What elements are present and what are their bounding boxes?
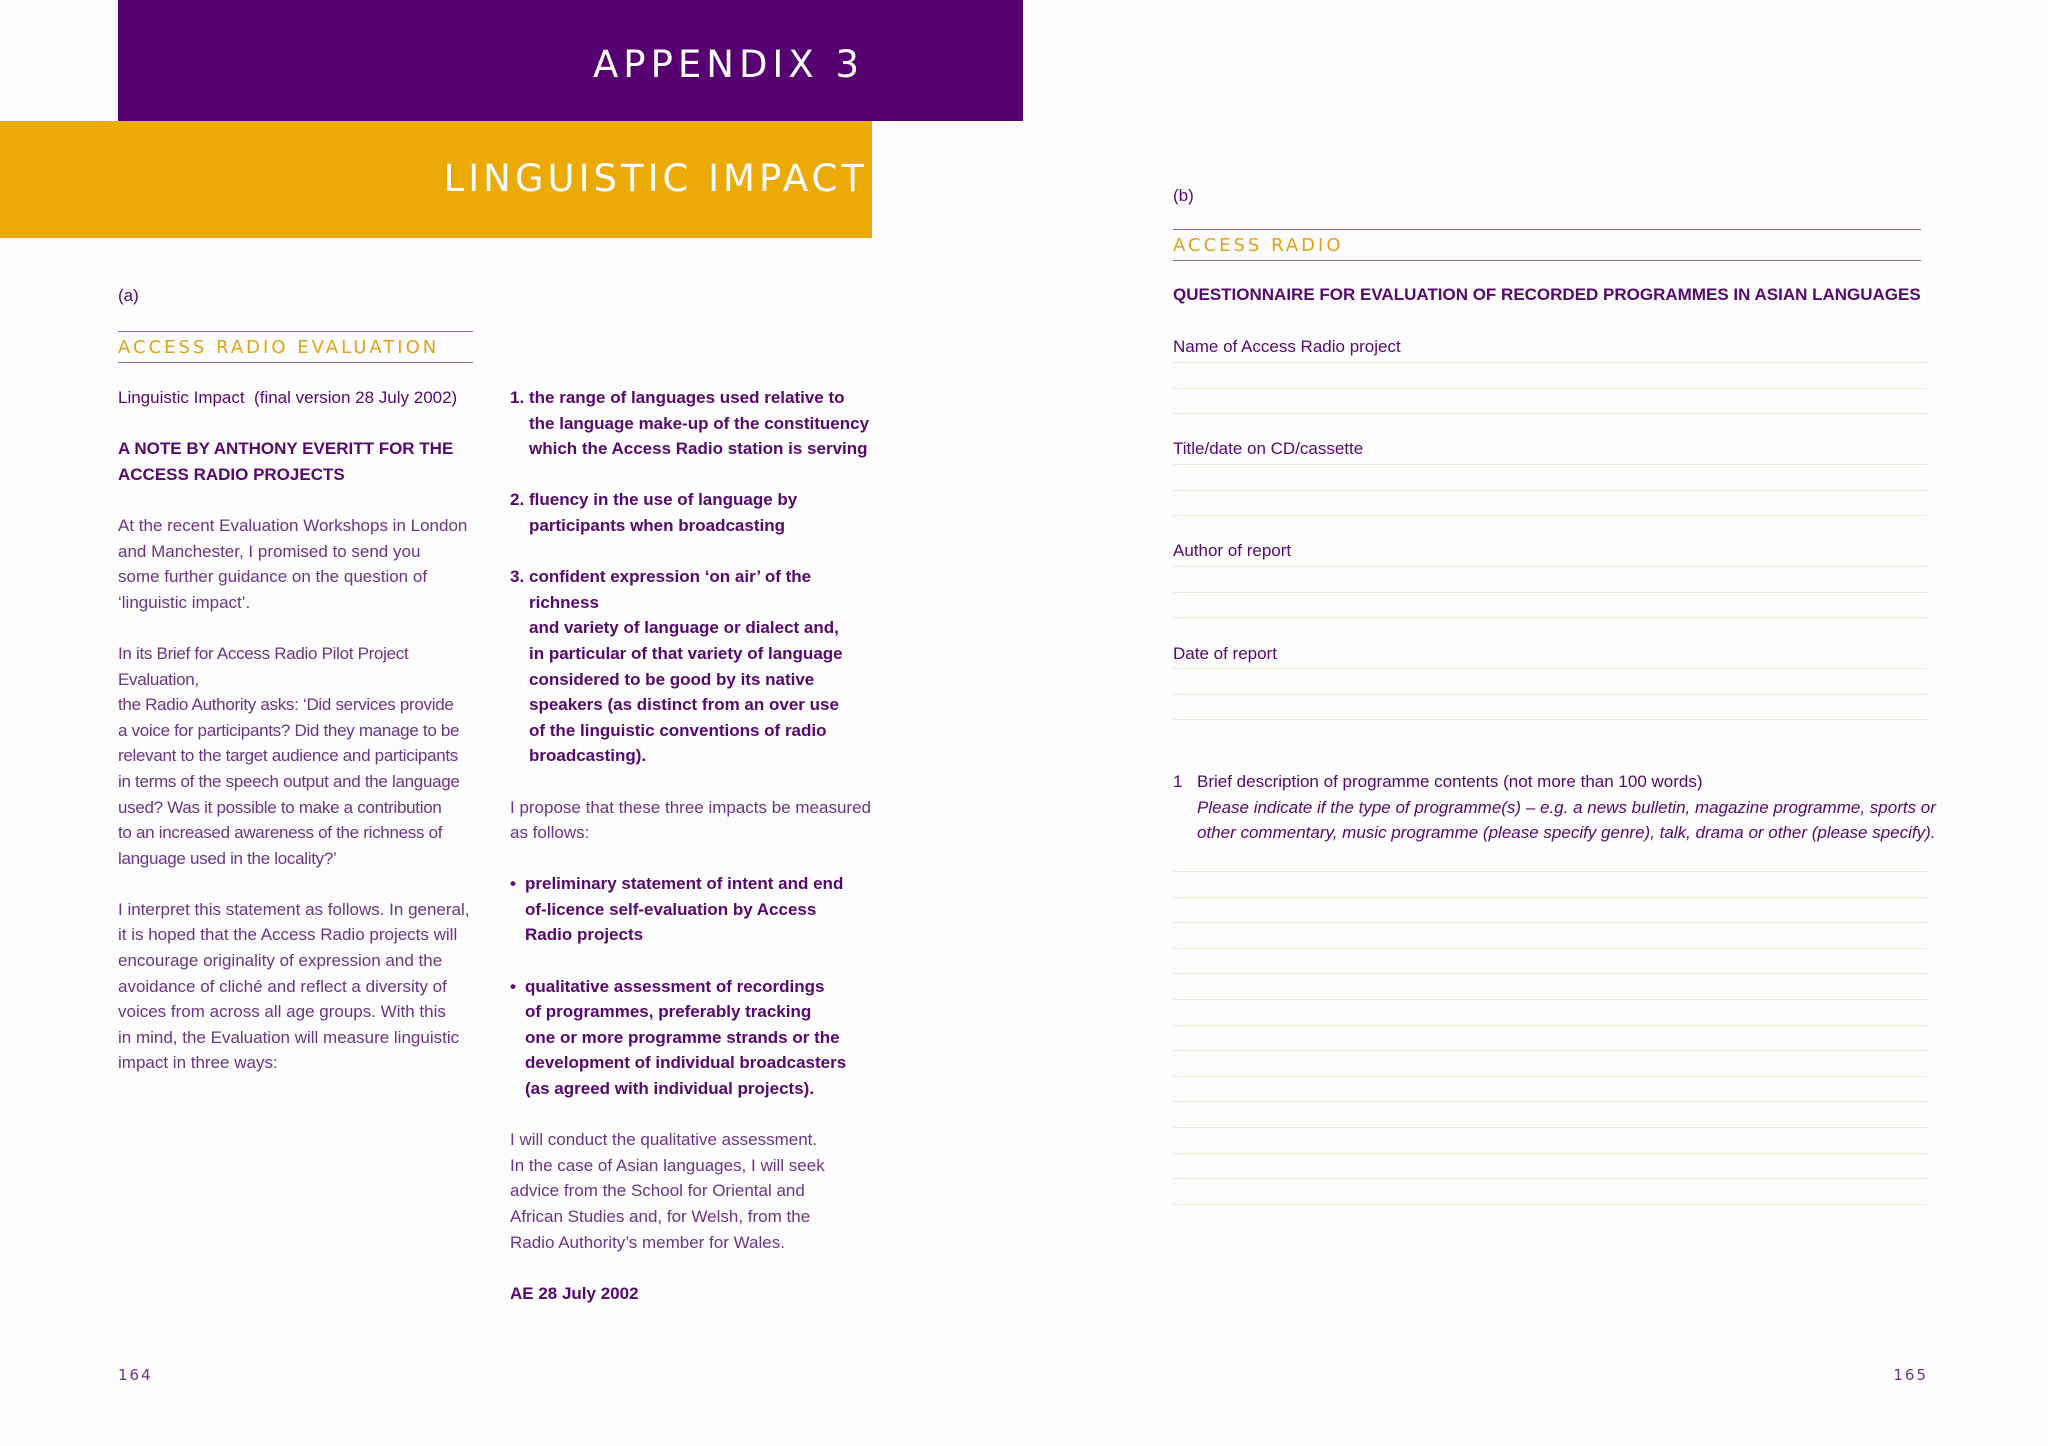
answer-line — [1173, 1101, 1928, 1102]
text-line: participants when broadcasting — [529, 515, 785, 535]
answer-line — [1173, 592, 1928, 593]
answer-lines-title-date — [1173, 464, 1928, 516]
answer-line — [1173, 515, 1928, 516]
section-title-evaluation: ACCESS RADIO EVALUATION — [118, 337, 440, 358]
question-number: 1 — [1173, 772, 1183, 791]
text-line: relevant to the target audience and participants — [118, 746, 459, 766]
text-line: ‘linguistic impact’. — [118, 592, 251, 612]
answer-line — [1173, 1025, 1928, 1026]
text-line: language used in the locality?’ — [118, 848, 337, 868]
field-label-author: Author of report — [1173, 541, 1292, 560]
text-line: one or more programme strands or the — [525, 1027, 840, 1047]
text-line: the range of languages used relative to — [529, 388, 845, 407]
section-label-b: (b) — [1173, 186, 1194, 205]
paragraph-conduct — [510, 1127, 880, 1255]
text-line: In the case of Asian languages, I will seek — [510, 1155, 825, 1175]
text-line: I will conduct the qualitative assessment. — [510, 1130, 818, 1150]
text-line: impact in three ways: — [118, 1053, 278, 1073]
text-line: speakers (as distinct from an over use — [529, 695, 839, 715]
answer-line — [1173, 948, 1928, 949]
answer-lines-project-name — [1173, 362, 1928, 414]
note-heading-line-1: A NOTE BY ANTHONY EVERITT FOR THE — [118, 439, 454, 459]
numbered-item-2 — [510, 487, 880, 538]
question-instruction-line-1: Please indicate if the type of programme(s) – e.g. a news bulletin, magazine programme, sports or — [1197, 797, 1936, 817]
header-purple-bar — [118, 0, 1023, 121]
text-line: In its Brief for Access Radio Pilot Project Evaluation, — [118, 643, 409, 689]
text-line: preliminary statement of intent and end — [525, 874, 844, 894]
text-line: (as agreed with individual projects). — [525, 1079, 815, 1099]
text-line: I propose that these three impacts be measured — [510, 797, 871, 817]
bullet-icon: • — [510, 874, 516, 894]
answer-line — [1173, 999, 1928, 1000]
text-line: considered to be good by its native — [529, 669, 815, 689]
document-subtitle: Linguistic Impact (final version 28 July 2002) — [118, 388, 458, 407]
text-line: to an increased awareness of the richness of — [118, 823, 443, 843]
text-line: African Studies and, for Welsh, from the — [510, 1207, 811, 1226]
text-line: encourage originality of expression and the — [118, 951, 443, 971]
text-line: avoidance of cliché and reflect a diversity of — [118, 976, 447, 996]
text-line: and variety of language or dialect and, — [529, 618, 839, 638]
text-line: in particular of that variety of language — [529, 643, 843, 663]
text-line: and Manchester, I promised to send you — [118, 541, 421, 561]
paragraph-workshops — [118, 513, 488, 615]
answer-line — [1173, 464, 1928, 465]
text-line: confident expression ‘on air’ of the richness — [529, 567, 812, 612]
text-line: of programmes, preferably tracking — [525, 1002, 812, 1022]
section-title-access-radio: ACCESS RADIO — [1173, 235, 1344, 256]
section-label-a: (a) — [118, 286, 139, 305]
bullet-item-2 — [510, 974, 880, 1102]
text-line: of-licence self-evaluation by Access — [525, 899, 817, 919]
answer-line — [1173, 1076, 1928, 1077]
question-1 — [1173, 769, 1936, 846]
answer-line — [1173, 668, 1928, 669]
answer-line — [1173, 1153, 1928, 1154]
item-number: 2. — [510, 490, 525, 510]
question-instruction-line-2: other commentary, music programme (please specify genre), talk, drama or other (please specify). — [1197, 823, 1936, 843]
divider — [1173, 229, 1921, 230]
answer-lines-date — [1173, 668, 1928, 720]
answer-line — [1173, 973, 1928, 974]
divider — [118, 362, 473, 363]
text-line: I interpret this statement as follows. In general, — [118, 899, 470, 919]
answer-line — [1173, 388, 1928, 389]
note-heading-line-2: ACCESS RADIO PROJECTS — [118, 464, 345, 484]
text-line: it is hoped that the Access Radio projects will — [118, 925, 458, 945]
text-line: the language make-up of the constituency — [529, 413, 870, 433]
text-line: development of individual broadcasters — [525, 1053, 847, 1073]
text-line: qualitative assessment of recordings — [525, 976, 825, 996]
text-line: used? Was it possible to make a contribution — [118, 797, 442, 817]
middle-column — [510, 385, 880, 1306]
page-number-right: 165 — [1893, 1366, 1928, 1384]
answer-line — [1173, 719, 1928, 720]
divider — [118, 331, 473, 332]
answer-line — [1173, 617, 1928, 618]
text-line: Radio projects — [525, 925, 644, 945]
answer-line — [1173, 1178, 1928, 1179]
paragraph-brief — [118, 641, 488, 871]
questionnaire-heading: QUESTIONNAIRE FOR EVALUATION OF RECORDED PROGRAMMES IN ASIAN LANGUAGES — [1173, 285, 1921, 304]
answer-line — [1173, 362, 1928, 363]
page-number-left: 164 — [118, 1366, 153, 1384]
paragraph-interpretation — [118, 897, 488, 1076]
text-line: in terms of the speech output and the language — [118, 771, 460, 791]
paragraph-propose — [510, 795, 880, 846]
answer-line — [1173, 922, 1928, 923]
text-line: in mind, the Evaluation will measure linguistic — [118, 1027, 460, 1047]
answer-line — [1173, 897, 1928, 898]
text-line: Radio Authority’s member for Wales. — [510, 1232, 785, 1252]
question-text: Brief description of programme contents (not more than 100 words) — [1197, 772, 1703, 791]
item-number: 1. — [510, 388, 525, 407]
text-line: At the recent Evaluation Workshops in London — [118, 515, 468, 535]
answer-line — [1173, 1204, 1928, 1205]
chapter-title: LINGUISTIC IMPACT — [443, 157, 868, 200]
field-label-date: Date of report — [1173, 644, 1277, 663]
appendix-title: APPENDIX 3 — [592, 43, 864, 86]
text-line: advice from the School for Oriental and — [510, 1181, 805, 1201]
text-line: as follows: — [510, 823, 590, 843]
answer-line — [1173, 413, 1928, 414]
answer-line — [1173, 694, 1928, 695]
numbered-item-1 — [510, 385, 880, 462]
answer-line — [1173, 871, 1928, 872]
text-line: the Radio Authority asks: ‘Did services provide — [118, 695, 454, 715]
answer-line — [1173, 1127, 1928, 1128]
answer-line — [1173, 566, 1928, 567]
divider — [1173, 260, 1921, 261]
signoff: AE 28 July 2002 — [510, 1283, 639, 1303]
left-column — [118, 385, 488, 1076]
text-line: voices from across all age groups. With this — [118, 1002, 446, 1022]
numbered-item-3 — [510, 564, 880, 769]
bullet-icon: • — [510, 976, 516, 996]
text-line: some further guidance on the question of — [118, 567, 428, 587]
answer-lines-author — [1173, 566, 1928, 618]
text-line: which the Access Radio station is serving — [529, 439, 868, 459]
field-label-project-name: Name of Access Radio project — [1173, 337, 1401, 356]
text-line: fluency in the use of language by — [529, 490, 798, 510]
text-line: a voice for participants? Did they manage to be — [118, 720, 460, 740]
text-line: broadcasting). — [529, 746, 647, 766]
answer-lines-description — [1173, 871, 1928, 1205]
bullet-item-1 — [510, 871, 880, 948]
field-label-title-date: Title/date on CD/cassette — [1173, 439, 1364, 458]
item-number: 3. — [510, 567, 525, 587]
text-line: of the linguistic conventions of radio — [529, 720, 827, 740]
answer-line — [1173, 1050, 1928, 1051]
answer-line — [1173, 490, 1928, 491]
